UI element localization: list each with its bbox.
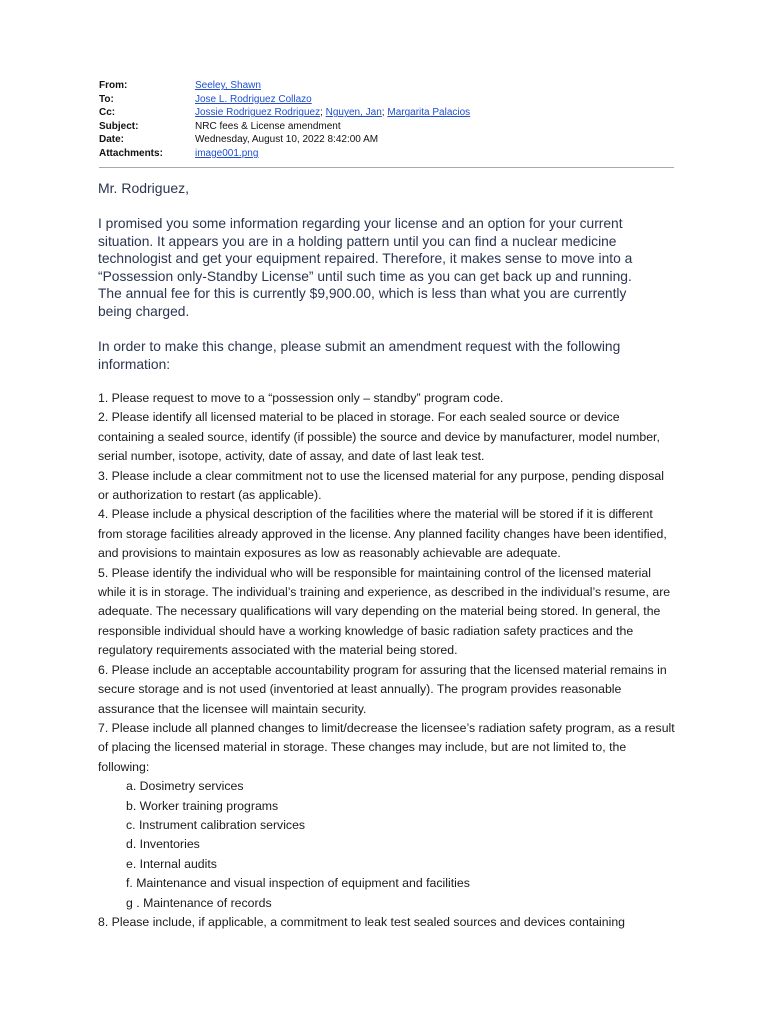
cc-row <box>99 106 674 120</box>
cc-separator: ; <box>381 107 388 119</box>
list-item: 6. Please include an acceptable accountability program for assuring that the licensed material remains in secure storage and is not used (inventoried at least annually). The program provides reasonable assurance that the licensee will maintain security. <box>98 662 667 716</box>
sub-list-item: e. Internal audits <box>126 856 217 871</box>
list-item: 3. Please include a clear commitment not to use the licensed material for any purpose, pending disposal or authorization to restart (as applicable). <box>98 468 664 503</box>
sub-list-item: b. Worker training programs <box>126 798 279 813</box>
date-row <box>99 133 674 147</box>
from-label: From: <box>99 80 128 91</box>
requirements-list <box>98 389 678 932</box>
paragraph-amendment-request: In order to make this change, please submit an amendment request with the following information: <box>98 339 621 372</box>
list-item: 8. Please include, if applicable, a commitment to leak test sealed sources and devices containing <box>98 914 626 929</box>
cc-list <box>195 106 470 120</box>
email-header <box>99 79 674 168</box>
list-item: 5. Please identify the individual who will be responsible for maintaining control of the licensed material while it is in storage. The individual’s training and experience, as described in the individual’s resume, are adequate. The necessary qualifications will vary depending on the material being stored. In general, the responsible individual should have a working knowledge of basic radiation safety practices and the regulatory requirements associated with the material being stored. <box>98 565 671 658</box>
date-label: Date: <box>99 134 125 146</box>
subject-label: Subject: <box>99 120 139 132</box>
attachment-link[interactable]: image001.png <box>195 147 259 159</box>
attachments-label: Attachments: <box>99 147 163 159</box>
to-row <box>99 93 674 107</box>
sub-list-item: c. Instrument calibration services <box>126 817 306 832</box>
subject-row <box>99 120 674 134</box>
cc-separator: ; <box>320 107 326 119</box>
from-link[interactable]: Seeley, Shawn <box>195 80 261 91</box>
cc-link[interactable]: Nguyen, Jan <box>325 107 382 119</box>
sub-list-item: d. Inventories <box>126 837 200 852</box>
to-label: To: <box>99 93 114 105</box>
list-item: 7. Please include all planned changes to limit/decrease the licensee’s radiation safety program, as a result of placing the licensed material in storage. These changes may include, but are not limited to, the following: <box>98 720 675 774</box>
cc-link[interactable]: Margarita Palacios <box>387 107 471 119</box>
paragraph-license-option: I promised you some information regarding your license and an option for your current situation. It appears you are in a holding pattern until you can find a nuclear medicine technologist and get your equipment repaired. Therefore, it makes sense to move into a “Possession only-Standby License” until such time as you can get back up and running. The annual fee for this is currently $9,900.00, which is less than what you are currently being charged. <box>98 216 633 319</box>
list-item: 1. Please request to move to a “possession only – standby” program code. <box>98 391 504 405</box>
list-item: 2. Please identify all licensed material to be placed in storage. For each sealed source or device containing a sealed source, identify (if possible) the source and device by manufacturer, model number, serial number, isotope, activity, date of assay, and date of last leak test. <box>98 410 660 464</box>
to-link[interactable]: Jose L. Rodriguez Collazo <box>195 93 312 105</box>
attachments-row <box>99 147 674 161</box>
sub-list-item: g . Maintenance of records <box>126 895 272 910</box>
cc-label: Cc: <box>99 107 116 119</box>
list-item: 4. Please include a physical description of the facilities where the material will be stored if it is different from storage facilities already approved in the license. Any planned facility changes have been identified, and provisions to maintain exposures as low as reasonably achievable are adequate. <box>98 507 667 561</box>
cc-link[interactable]: Jossie Rodriguez Rodriguez <box>195 107 321 119</box>
subject-value: NRC fees & License amendment <box>195 120 341 132</box>
from-row <box>99 79 674 93</box>
sub-list-item: f. Maintenance and visual inspection of equipment and facilities <box>126 876 470 891</box>
sub-list-item: a. Dosimetry services <box>126 779 244 794</box>
date-value: Wednesday, August 10, 2022 8:42:00 AM <box>195 134 379 146</box>
salutation: Mr. Rodriguez, <box>98 180 190 196</box>
